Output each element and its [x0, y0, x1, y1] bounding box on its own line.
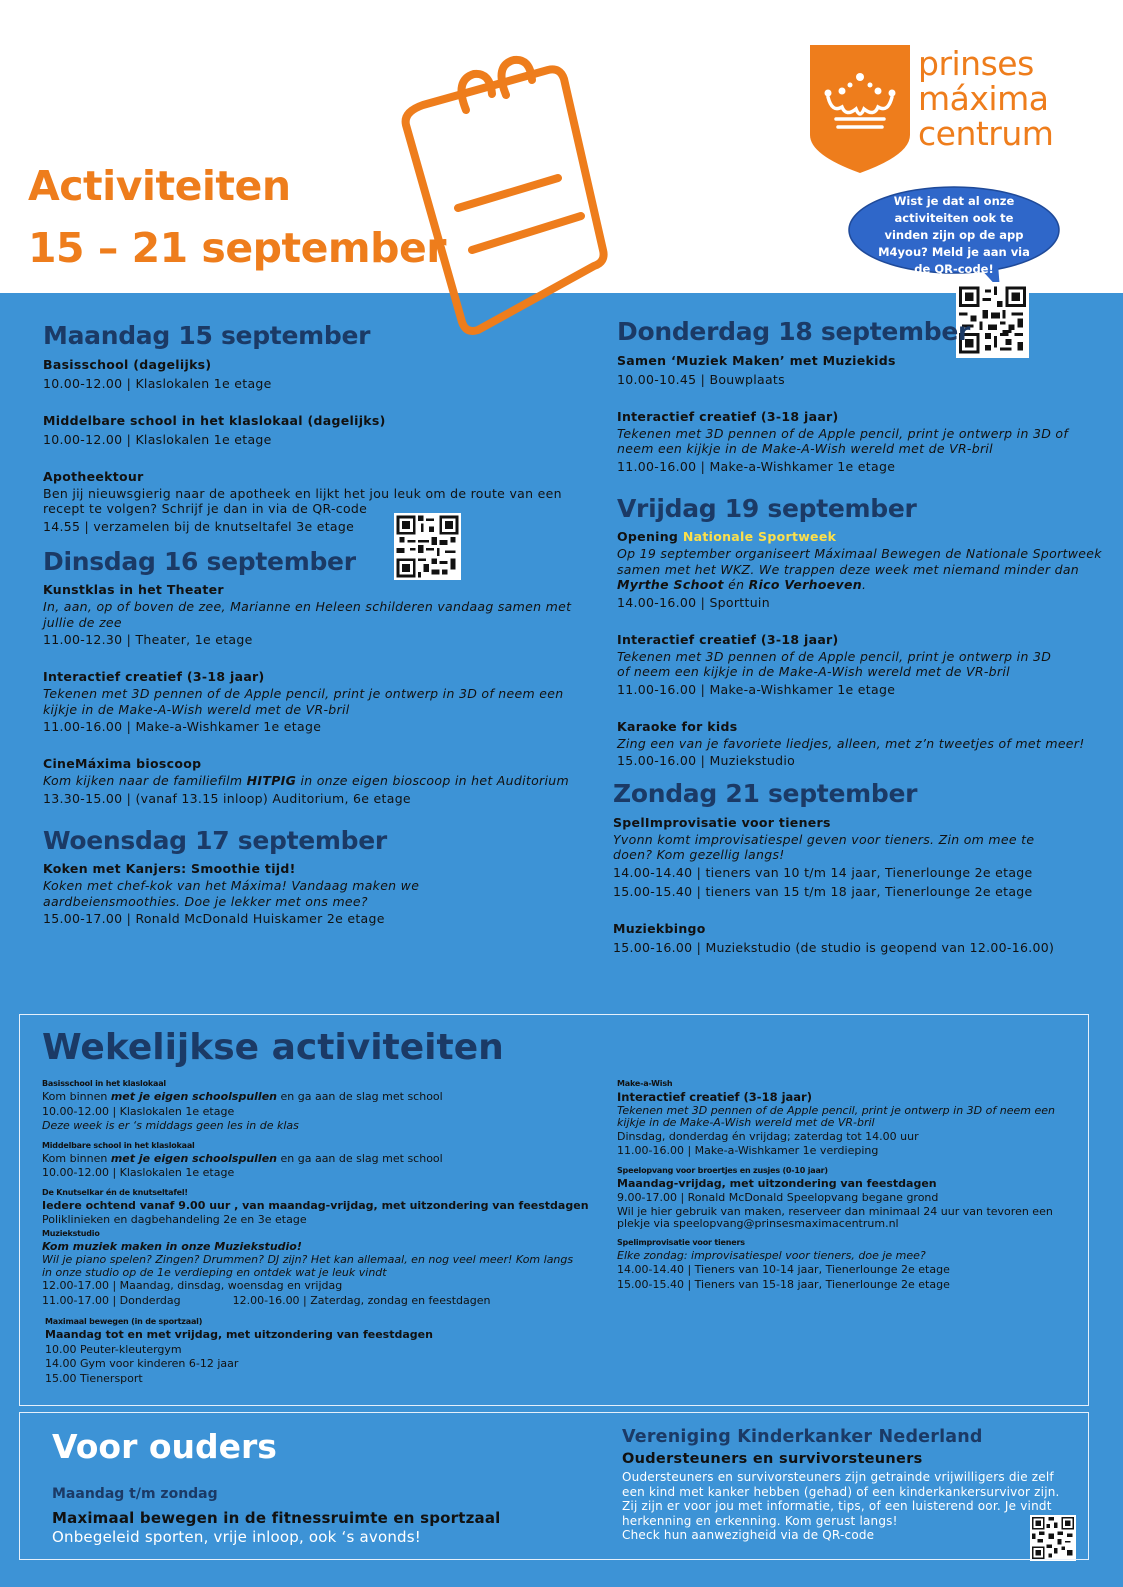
activity-opening-sportweek [617, 528, 1117, 612]
activity-time: 15.00-17.00 | Ronald McDonald Huiskamer 2e etage [43, 911, 385, 926]
weekly-line: Wil je hier gebruik van maken, reserveer dan minimaal 24 uur van tevoren een plekje via speelopvang@prinsesmaximacentrum.nl [617, 1204, 1053, 1230]
activity-time: 14.00-16.00 | Sporttuin [617, 594, 770, 610]
weekly-category: Make-a-Wish [617, 1079, 673, 1088]
weekly-category: Speelopvang voor broertjes en zusjes (0-10 jaar) [617, 1165, 828, 1175]
weekly-category: Maximaal bewegen (in de sportzaal) [45, 1317, 203, 1326]
day-heading-tuesday: Dinsdag 16 september [43, 546, 356, 576]
activity-desc: In, aan, op of boven de zee, Marianne en Heleen schilderen vandaag samen met jullie de zee [43, 599, 572, 630]
activity-time: 10.00-12.00 | Klaslokalen 1e etage [43, 431, 272, 447]
activity-title: Interactief creatief (3-18 jaar) [617, 408, 839, 424]
weekly-line: Kom muziek maken in onze Muziekstudio! [42, 1239, 302, 1253]
weekly-line: Wil je piano spelen? Zingen? Drummen? DJ zijn? Het kan allemaal, en nog veel meer! Kom langs in onze studio op de 1e verdieping en ontdek wat je leuk vindt [42, 1253, 574, 1279]
weekly-line: Deze week is er ‘s middags geen les in de klas [42, 1119, 299, 1132]
activity-middelbare-school [43, 412, 588, 449]
page-title-line1: Activiteiten [28, 162, 291, 210]
weekly-line: 14.00 Gym voor kinderen 6-12 jaar [45, 1357, 239, 1370]
weekly-category: De Knutselkar én de knutseltafel! [42, 1187, 188, 1197]
activity-time: 15.00-16.00 | Muziekstudio [617, 753, 796, 768]
activity-title: SpelImprovisatie voor tieners [613, 814, 831, 830]
activity-time: 15.00-16.00 | Muziekstudio (de studio is geopend van 12.00-16.00) [613, 939, 1055, 955]
highlight-sportweek: Nationale Sportweek [682, 529, 837, 544]
weekly-line: Maandag-vrijdag, met uitzondering van feestdagen [617, 1176, 937, 1190]
activity-desc [617, 546, 1117, 593]
weekly-line: 10.00-12.00 | Klaslokalen 1e etage [42, 1166, 235, 1179]
weekly-line: Iedere ochtend vanaf 9.00 uur , van maandag-vrijdag, met uitzondering van feestdagen [42, 1198, 589, 1212]
day-heading-wednesday: Woensdag 17 september [43, 825, 387, 855]
parents-title: Voor ouders [52, 1427, 277, 1466]
parents-subtitle: Maandag t/m zondag [52, 1486, 218, 1502]
activity-time: 11.00-16.00 | Make-a-Wishkamer 1e etage [617, 458, 896, 474]
activity-karaoke [617, 718, 1117, 771]
activity-interactief-creatief [617, 631, 1117, 699]
vkn-title: Vereniging Kinderkanker Nederland [622, 1427, 983, 1447]
weekly-line: 15.00-15.40 | Tieners van 15-18 jaar, Tienerlounge 2e etage [617, 1277, 950, 1291]
activity-title [617, 528, 1117, 546]
notebook-icon [398, 50, 608, 340]
text-part: en ga aan de slag met school [277, 1090, 443, 1103]
desc-part: in onze eigen bioscoop in het Auditorium [296, 773, 569, 788]
weekly-line: Tekenen met 3D pennen of de Apple pencil, print je ontwerp in 3D of neem een kijkje in de Make-A-Wish wereld met de VR-bril [617, 1103, 1055, 1129]
name-rico: Rico Verhoeven [748, 577, 862, 592]
day-heading-friday: Vrijdag 19 september [617, 493, 917, 523]
activity-time: 14.00-14.40 | tieners van 10 t/m 14 jaar, Tienerlounge 2e etage [613, 864, 1033, 880]
activity-title: Samen ‘Muziek Maken’ met Muziekids [617, 352, 896, 368]
activity-interactief-creatief [617, 408, 1117, 476]
logo-line2: máxima [918, 79, 1049, 118]
activity-desc: Tekenen met 3D pennen of de Apple pencil, print je ontwerp in 3D of neem een kijkje in de Make-A-Wish wereld met de VR-bril [43, 686, 564, 717]
activity-muziekbingo [613, 920, 1117, 957]
page-title-line2: 15 – 21 september [28, 224, 446, 272]
left-column [43, 322, 588, 947]
text-bold: met je eigen schoolspullen [110, 1090, 277, 1103]
weekly-left-column [42, 1072, 589, 1386]
weekly-category: Middelbare school in het klaslokaal [42, 1140, 195, 1150]
activity-title: Koken met Kanjers: Smoothie tijd! [43, 861, 296, 876]
logo-wordmark [918, 46, 1053, 151]
activity-time: 10.00-10.45 | Bouwplaats [617, 371, 785, 387]
weekly-title: Wekelijkse activiteiten [42, 1027, 504, 1068]
bubble-text: Wist je dat al onze activiteiten ook te vinden zijn op de app M4you? Meld je aan via de QR-code! [878, 194, 1030, 276]
activity-desc: Tekenen met 3D pennen of de Apple pencil, print je ontwerp in 3D of neem een kijkje in de Make-A-Wish wereld met de VR-bril [617, 648, 1052, 679]
activity-desc [43, 773, 588, 789]
activity-title: Interactief creatief (3-18 jaar) [43, 669, 265, 684]
activity-desc: Zing een van je favoriete liedjes, alleen, met z’n tweetjes of met meer! [617, 735, 1085, 751]
activity-time: 14.55 | verzamelen bij de knutseltafel 3e etage [43, 518, 355, 534]
activity-kunstklas [43, 581, 588, 649]
weekly-line: 15.00 Tienersport [45, 1371, 143, 1385]
activity-basisschool [43, 356, 588, 393]
activity-desc: Yvonn komt improvisatiespel geven voor tieners. Zin om mee te doen? Kom gezellig langs! [613, 831, 1035, 862]
weekly-line: Poliklinieken en dagbehandeling 2e en 3e etage [42, 1213, 307, 1226]
activity-title: CineMáxima bioscoop [43, 756, 202, 771]
activity-muziek-maken [617, 352, 1117, 389]
weekly-line: 11.00-16.00 | Make-a-Wishkamer 1e verdieping [617, 1144, 879, 1157]
day-heading-sunday: Zondag 21 september [613, 779, 918, 808]
activity-cinemaxima [43, 755, 588, 808]
weekly-category: Muziekstudio [42, 1228, 100, 1238]
day-heading-thursday: Donderdag 18 september [617, 317, 971, 346]
text-part: 12.00-16.00 | Zaterdag, zondag en feestdagen [232, 1293, 491, 1307]
activity-title: Muziekbingo [613, 920, 706, 936]
weekly-line: 10.00 Peuter-kleutergym [45, 1342, 182, 1356]
vkn-check: Check hun aanwezigheid via de QR-code [622, 1528, 875, 1542]
activity-title: Kunstklas in het Theater [43, 582, 224, 597]
weekly-category: Basisschool in het klaslokaal [42, 1079, 166, 1088]
logo-line1: prinses [918, 44, 1034, 83]
weekly-line [42, 1294, 582, 1309]
text-part: 11.00-17.00 | Donderdag [42, 1293, 181, 1307]
activity-koken-met-kanjers [43, 860, 588, 928]
weekly-right-column [617, 1072, 1082, 1292]
vkn-subtitle: Oudersteuners en survivorsteuners [622, 1451, 923, 1467]
weekly-sport-block [45, 1316, 582, 1386]
activity-apotheektour [43, 468, 588, 536]
desc-part: . [861, 577, 867, 592]
day-heading-monday: Maandag 15 september [43, 321, 371, 350]
vkn-text: Oudersteuners en survivorsteuners zijn getrainde vrijwilligers die zelf een kind met kanker hebben (gehad) of een kinderkankersurvivor zijn. Zij zijn er voor jou met informatie, tips, of een luisterend oor. Je vindt herkenning en erkenning. Kom gerust langs! [622, 1470, 1060, 1528]
title-part: Opening [617, 529, 683, 544]
activity-time: 11.00-12.30 | Theater, 1e etage [43, 632, 253, 647]
weekly-line: Interactief creatief (3-18 jaar) [617, 1090, 812, 1104]
crown-shield-logo-icon [810, 45, 910, 173]
activity-time: 15.00-15.40 | tieners van 15 t/m 18 jaar, Tienerlounge 2e etage [613, 883, 1033, 899]
text-part: en ga aan de slag met school [277, 1151, 443, 1165]
activity-title: Basisschool (dagelijks) [43, 356, 212, 372]
activity-title: Interactief creatief (3-18 jaar) [617, 631, 839, 647]
weekly-line [42, 1090, 582, 1105]
weekly-line: 10.00-12.00 | Klaslokalen 1e etage [42, 1104, 235, 1118]
weekly-line [42, 1152, 582, 1167]
text-bold: met je eigen schoolspullen [110, 1151, 277, 1165]
weekly-category: Spelimprovisatie voor tieners [617, 1237, 745, 1247]
desc-part: Kom kijken naar de familiefilm [43, 773, 247, 788]
activity-time: 11.00-16.00 | Make-a-Wishkamer 1e etage [43, 719, 322, 734]
weekly-line: Maandag tot en met vrijdag, met uitzondering van feestdagen [45, 1328, 433, 1341]
activity-desc: Koken met chef-kok van het Máxima! Vandaag maken we aardbeiensmoothies. Doe je lekker met ons mee? [43, 878, 420, 909]
activity-title: Apotheektour [43, 468, 144, 484]
vkn-text-block [622, 1470, 1072, 1543]
activity-desc: Tekenen met 3D pennen of de Apple pencil, print je ontwerp in 3D of neem een kijkje in de Make-A-Wish wereld met de VR-bril [617, 425, 1069, 456]
text-part: Kom binnen [42, 1151, 111, 1165]
parents-text: Onbegeleid sporten, vrije inloop, ook ‘s avonds! [52, 1528, 421, 1546]
activity-desc: Ben jij nieuwsgierig naar de apotheek en lijkt het jou leuk om de route van een recept te volgen? Schrijf je dan in via de QR-code [43, 485, 562, 516]
weekly-line: 9.00-17.00 | Ronald McDonald Speelopvang begane grond [617, 1191, 939, 1204]
weekly-line: 14.00-14.40 | Tieners van 10-14 jaar, Tienerlounge 2e etage [617, 1263, 950, 1276]
desc-part: Op 19 september organiseert Máximaal Bewegen de Nationale Sportweek samen met het WKZ. We trappen deze week met niemand minder dan [617, 546, 1102, 577]
activity-time: 10.00-12.00 | Klaslokalen 1e etage [43, 375, 272, 391]
weekly-line: Dinsdag, donderdag én vrijdag; zaterdag tot 14.00 uur [617, 1129, 919, 1143]
text-part: Kom binnen [42, 1090, 111, 1103]
activity-time: 13.30-15.00 | (vanaf 13.15 inloop) Auditorium, 6e etage [43, 790, 411, 806]
desc-part: én [723, 577, 749, 592]
activity-title: Karaoke for kids [617, 718, 738, 734]
activity-time: 11.00-16.00 | Make-a-Wishkamer 1e etage [617, 681, 896, 697]
name-myrthe: Myrthe Schoot [617, 577, 724, 592]
parents-activity: Maximaal bewegen in de fitnessruimte en sportzaal [52, 1509, 501, 1527]
activity-interactief-creatief [43, 668, 588, 736]
weekly-line: Elke zondag: improvisatiespel voor tieners, doe je mee? [617, 1248, 926, 1262]
right-column [613, 317, 1117, 976]
activity-title: Middelbare school in het klaslokaal (dagelijks) [43, 412, 386, 428]
logo-line3: centrum [918, 114, 1054, 153]
weekly-line: 12.00-17.00 | Maandag, dinsdag, woensdag en vrijdag [42, 1279, 343, 1292]
film-title: HITPIG [246, 773, 297, 788]
activity-spelimprovisatie [613, 814, 1117, 901]
